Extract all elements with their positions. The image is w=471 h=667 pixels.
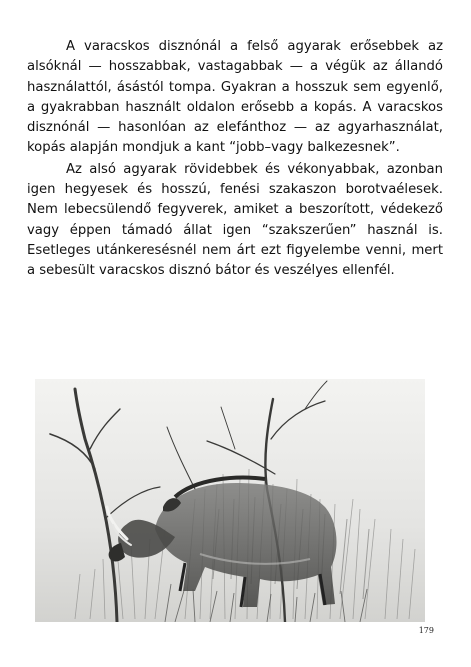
warthog-sketch-illustration <box>35 379 425 622</box>
warthog-sketch-drawing <box>35 379 425 622</box>
paragraph-2: Az alsó agyarak rövidebbek és vékonyabbak, azonban igen hegyesek és hosszú, fenési szakaszon borotvaélesek. Nem lebecsülendő fegyverek, amiket a beszorított, védekező vagy éppen támadó állat igen “szakszerűen” használ is. Esetleges utánkeresésnél nem árt ezt figyelembe venni, mert a sebesült varacskos disznó bátor és veszélyes ellenfél. <box>27 161 443 279</box>
page-number: 179 <box>418 626 434 635</box>
body-text <box>27 37 443 282</box>
paragraph-1: A varacskos disznónál a felső agyarak erősebbek az alsóknál — hosszabbak, vastagabbak — a végük az állandó használattól, ásástól tompa. Gyakran a hosszuk sem egyenlő, a gyakrabban használt oldalon erősebb a kopás. A varacskos disznónál — hasonlóan az elefánthoz — az agyarhasználat, kopás alapján mondjuk a kant “jobb–vagy balkezesnek”. <box>27 39 443 156</box>
